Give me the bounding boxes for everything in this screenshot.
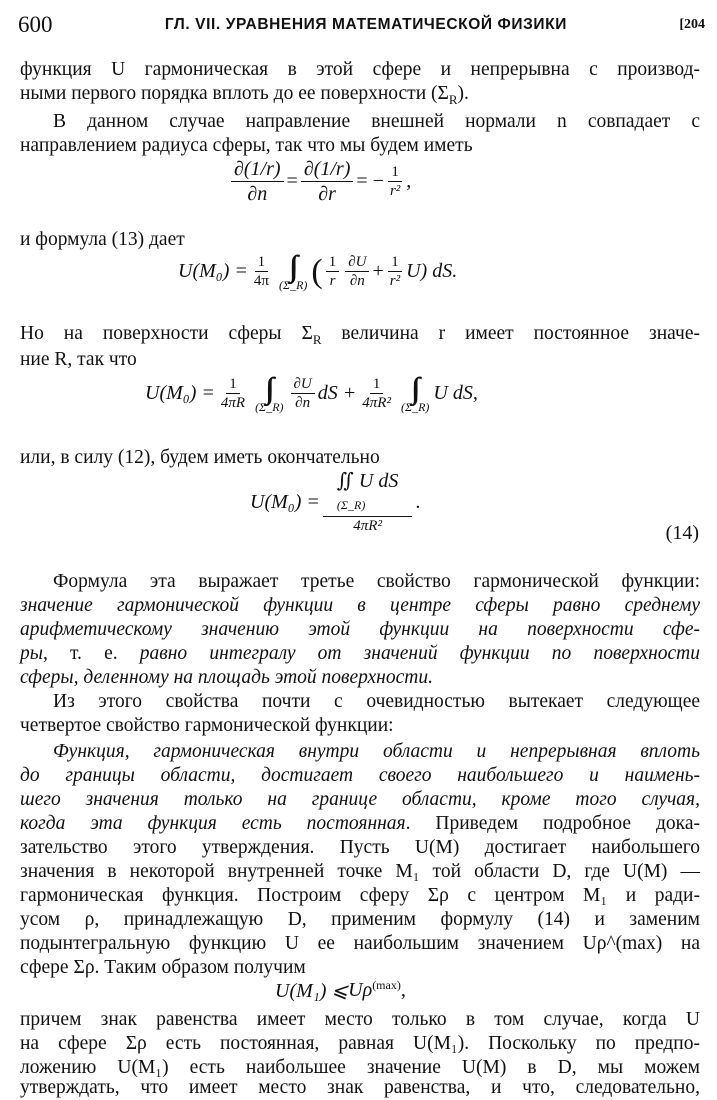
text-line: усом ρ, принадлежащую D, применим формулу (14) и заменим (20, 909, 700, 930)
text-line: Формула эта выражает третье свойство гармонической функции: (53, 571, 700, 592)
text-line: ние R, так что (20, 349, 137, 370)
text-line: на сфере Σρ есть постоянная, равная U(M₁). Поскольку по предпо- (20, 1033, 700, 1054)
text-line: функция U гармоническая в этой сфере и непрерывна с производ- (20, 59, 700, 80)
text-line: Из этого свойства почти с очевидностью вытекает следующее (53, 691, 700, 712)
equation-formula-13: U(M₀) = $\frac{1}{4\pi}$ ∫∫ (Σ_R) ( $\frac{1}{r}$ $\frac{\partial U}{\partial n}$ + $\frac{1}{\text{r²}}$ U) dS. (178, 250, 458, 292)
text-line: утверждать, что имеет место знак равенства, и что, следовательно, (20, 1077, 700, 1098)
equation-normal-derivative: $\frac{\partial(1/r)}{\partial n}$ = $\frac{\partial(1/r)}{\partial r}$ = − $\frac{1}{\text{r²}}$ , (228, 158, 411, 205)
text-line: или, в силу (12), будем иметь окончательно (20, 447, 380, 468)
text-line: шего значения только на границе области, кроме того случая, (20, 789, 700, 810)
section-number: [204 (679, 17, 705, 32)
text-line: причем знак равенства имеет место только в том случае, когда U (20, 1009, 700, 1030)
text-line: арифметическому значению этой функции на поверхности сфе- (20, 619, 700, 640)
text-line: до границы области, достигает своего наибольшего и наимень- (20, 765, 700, 786)
text-line: подынтегральную функцию U ее наибольшим значением Uρ^(max) на (20, 933, 700, 954)
text-line: В данном случае направление внешней нормали n совпадает с (53, 111, 700, 132)
equation-number: (14) (665, 522, 699, 544)
text-line: ложению U(M₁) есть наибольшее значение U(M) в D, мы можем (20, 1057, 700, 1078)
text-line: сфере Σρ. Таким образом получим (20, 957, 306, 978)
text-line: Функция, гармоническая внутри области и непрерывная вплоть (53, 741, 700, 762)
text-line: четвертое свойство гармонической функции: (20, 715, 394, 736)
text-line: Но на поверхности сферы $\Sigma_R$ величина r имеет постоянное значе- (20, 323, 700, 347)
text-line: и формула (13) дает (20, 229, 185, 250)
text-line: ными первого порядка вплоть до ее поверхности $(\Sigma_R)$. (20, 83, 469, 107)
equation-14: U(M₀) = ∬ U dS (Σ_R) 4πR² . (250, 470, 421, 534)
chapter-title: ГЛ. VII. УРАВНЕНИЯ МАТЕМАТИЧЕСКОЙ ФИЗИКИ (164, 16, 567, 33)
text-line: направлением радиуса сферы, так что мы будем иметь (20, 135, 473, 156)
page-number: 600 (18, 12, 53, 37)
text-line: сферы, деленному на площадь этой поверхности. (20, 667, 433, 688)
text-line: значения в некоторой внутренней точке M₁ той области D, где U(M) — (20, 861, 700, 882)
text-line: ры, т. е. равно интегралу от значений функции по поверхности (20, 643, 700, 664)
text-line: зательство этого утверждения. Пусть U(M) достигает наибольшего (20, 837, 700, 858)
equation-max-inequality: U(M₁) ⩽ Uρ $^{(max)}$ , (275, 978, 406, 1002)
text-line: когда эта функция есть постоянная. Приведем подробное дока- (20, 813, 700, 834)
equation-sphere-integral: U(M₀) = $\frac{1}{4\pi R}$ ∫∫ (Σ_R) $\frac{\partial U}{\partial n}$ dS + $\frac{1}{\text{4πR²}}$ ∫∫ (Σ_R) U dS, (145, 372, 478, 414)
text-line: значение гармонической функции в центре сферы равно среднему (20, 595, 700, 616)
text-line: гармоническая функция. Построим сферу Σρ с центром M₁ и ради- (20, 885, 700, 906)
running-header (18, 8, 705, 42)
